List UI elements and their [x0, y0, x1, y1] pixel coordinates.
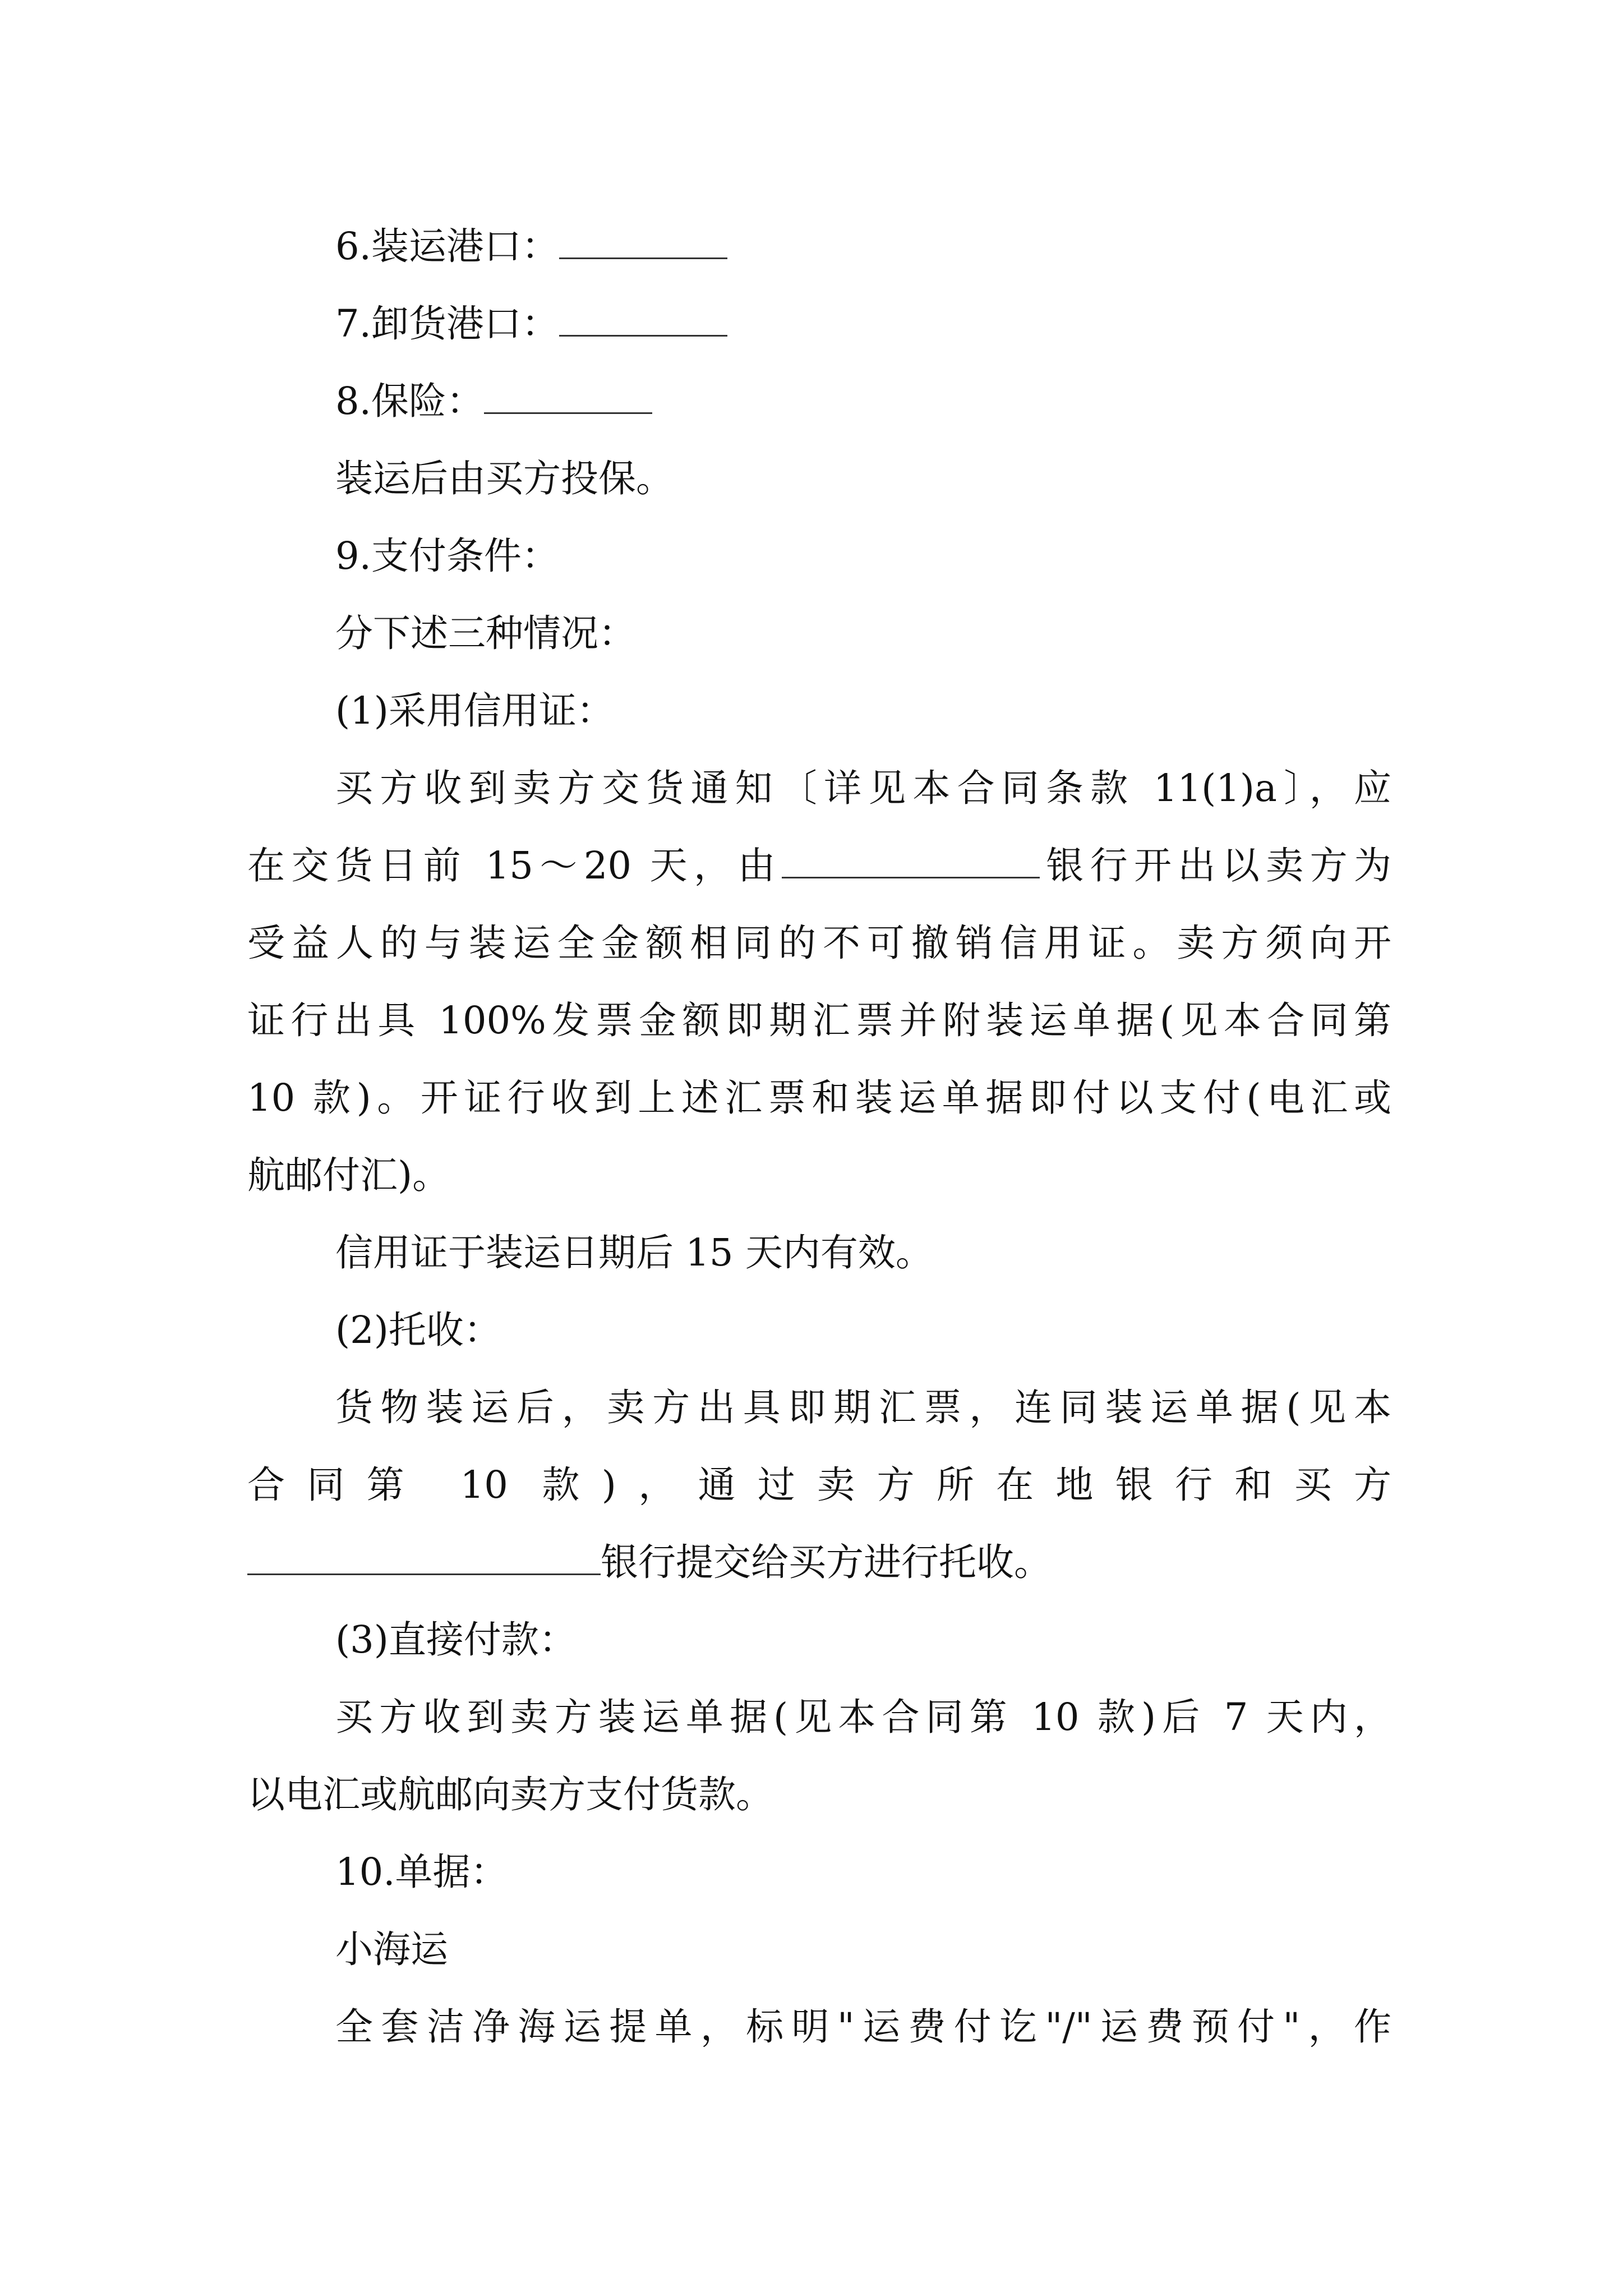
case-3-heading: (3)直接付款： [335, 1618, 577, 1662]
insurance-note: 装运后由买方投保。 [335, 457, 674, 500]
clause-8-label: 8.保险： [335, 379, 484, 423]
clause-7-unloading-port [247, 285, 1391, 362]
case-1-line-3: 受益人的与装运全金额相同的不可撤销信用证。卖方须向开 [247, 921, 1391, 965]
sea-transport-line-1: 全套洁净海运提单，标明"运费付讫"/"运费预付"，作 [335, 2005, 1391, 2049]
clause-8-insurance [247, 362, 1391, 440]
case-1-line-4: 证行出具 100%发票金额即期汇票并附装运单据(见本合同第 [247, 999, 1391, 1042]
case-1-line-2-before: 在交货日前 15～20 天，由 [247, 844, 782, 887]
case-2-line-2: 合同第 10 款)，通过卖方所在地银行和买方 [247, 1463, 1391, 1507]
case-1-line-2 [247, 827, 1391, 904]
unloading-port-blank [559, 301, 727, 337]
case-1-line-1: 买方收到卖方交货通知〔详见本合同条款 11(1)a〕，应 [335, 766, 1391, 810]
case-3-line-1: 买方收到卖方装运单据(见本合同第 10 款)后 7 天内， [335, 1695, 1391, 1739]
clause-10-documents: 10.单据： [335, 1850, 508, 1894]
case-2-line-3 [247, 1524, 1391, 1601]
case-2-heading: (2)托收： [335, 1308, 501, 1352]
insurance-blank [484, 379, 652, 414]
issuing-bank-blank [782, 843, 1040, 878]
document-body [247, 208, 1391, 2065]
credit-validity: 信用证于装运日期后 15 天内有效。 [335, 1231, 933, 1274]
case-1-line-2-after: 银行开出以卖方为 [1039, 844, 1391, 887]
case-3-line-2: 以电汇或航邮向卖方支付货款。 [247, 1773, 773, 1816]
case-1-heading: (1)采用信用证： [335, 689, 614, 733]
clause-7-label: 7.卸货港口： [335, 302, 559, 346]
loading-port-blank [559, 224, 727, 259]
clause-6-label: 6.装运港口： [335, 224, 559, 268]
sea-transport-heading: 小海运 [335, 1927, 448, 1971]
buyer-bank-blank [247, 1540, 601, 1575]
clause-6-loading-port [247, 208, 1391, 285]
case-2-line-1: 货物装运后，卖方出具即期汇票，连同装运单据(见本 [335, 1386, 1391, 1429]
case-1-line-5: 10 款)。开证行收到上述汇票和装运单据即付以支付(电汇或 [247, 1076, 1391, 1120]
case-1-line-6: 航邮付汇)。 [247, 1153, 450, 1197]
clause-9-payment-terms: 9.支付条件： [335, 534, 559, 578]
case-2-line-3-after: 银行提交给买方进行托收。 [601, 1540, 1052, 1584]
payment-cases-intro: 分下述三种情况： [335, 611, 636, 655]
